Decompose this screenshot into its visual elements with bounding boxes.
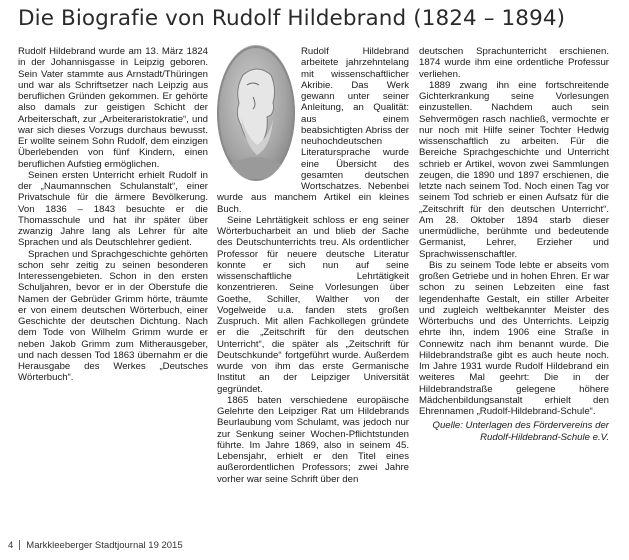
page-number: 4 bbox=[8, 540, 14, 551]
paragraph: 1889 zwang ihn eine fortschreitende Gichterkrankung seine Vorlesungen einzustellen. Nachdem auch sein Sehvermögen rasch nachließ, vermochte er nur noch mit Hilfe seiner Tochter Hedwig wissenschaftlich zu arbeiten. Für die Bereiche Sprachgeschichte und Unterricht schrieb er Artikel, wovon zwei Sammlungen zeugen, die 1890 und 1897 erschienen, die letzte nach seinem Tod. Noch einen Tag vor seinem Tod schrieb er einen Aufsatz für die „Zeitschrift für den deutschen Unterricht“. Am 28. Oktober 1894 starb dieser unermüdliche, berühmte und bedeutende Germanist, Lehrer, Erzieher und Sprachwissenschaftler. bbox=[419, 79, 609, 260]
paragraph: deutschen Sprachunterricht erschienen. 1874 wurde ihm eine ordentliche Professur verliehen. bbox=[419, 46, 609, 80]
column-2 bbox=[217, 46, 409, 516]
paragraph: Rudolf Hildebrand wurde am 13. März 1824 in der Johannisgasse in Leipzig geboren. Sein Vater stammte aus Arnstadt/Thüringen und war als Schriftsetzer nach Leipzig aus beruflichen Gründen gekommen. Er gehörte also damals zur geistigen Schicht der Arbeiterschaft, zur „Arbeiteraristokratie“, und war sich dieses Vorzugs durchaus bewusst. Er wollte seinem Sohn Rudolf, dem einzigen Überlebenden von fünf Kindern, einen beruflichen Aufstieg ermöglichen. bbox=[18, 46, 208, 170]
portrait-relief-icon bbox=[217, 45, 295, 181]
publication-name: Markkleeberger Stadtjournal bbox=[26, 540, 146, 551]
issue-number: 19 2015 bbox=[148, 540, 183, 551]
article-title: Die Biografie von Rudolf Hildebrand (1824 – 1894) bbox=[18, 6, 566, 31]
page-footer bbox=[8, 540, 183, 551]
paragraph: Sprachen und Sprachgeschichte gehörten schon sehr zeitig zu seinen besonderen Interessengebieten. Schon in den ersten Schuljahren, bevor er in der Oberstufe die Namen der Gebrüder Grimm hörte, träumte er von einem deutschen Wörterbuch, einer Geschichte der deutschen Dichtung. Nach dem Tode von Wilhelm Grimm wurde er neben Jakob Grimm zum Mitherausgeber, und nach dessen Tod 1863 übernahm er die Herausgabe des Werkes „Deutsches Wörterbuch“. bbox=[18, 248, 208, 384]
paragraph: 1865 baten verschiedene europäische Gelehrte den Leipziger Rat um Hildebrands Beurlaubung vom Schulamt, was jedoch nur zur Senkung seiner Wochen-Pflichtstunden führte. Im Jahre 1869, also in seinem 45. Lebensjahr, erhielt er den Titel eines außerordentlichen Professors; zwei Jahre vorher war seine Schrift über den bbox=[217, 394, 409, 485]
paragraph: Seine Lehrtätigkeit schloss er eng seiner Wörterbucharbeit an und blieb der Sache des Deutschunterrichts treu. Als ordentlicher Professor für neuere deutsche Literatur konnte er sich nun auf seine wissenschaftliche Lehrtätigkeit konzentrieren. Seine Vorlesungen über Goethe, Schiller, Walther von der Vogelweide u.a. fanden stets großen Zuspruch. Mit allen Fachkollegen gründete er die „Zeitschrift für den deutschen Unterricht“, die später als „Zeitschrift für Deutschkunde“ fortgeführt wurde. Außerdem wurde von ihm das erste Germanische Institut an der Leipziger Universität gegründet. bbox=[217, 214, 409, 395]
footer-divider bbox=[19, 540, 20, 550]
paragraph: Rudolf Hildebrand arbeitete jahrzehntelang mit wissenschaftlicher Akribie. Das Werk gewann unter seiner Anleitung, an Qualität: aus einem beabsichtigten Abriss der neuhochdeutschen Literatursprache wurde eine Übersicht des gesamten deutschen Wortschatzes. Nebenbei wurde aus manchem Artikel ein kleines Buch. bbox=[217, 46, 409, 215]
paragraph: Bis zu seinem Tode lebte er abseits vom großen Getriebe und in hohen Ehren. Er war schon zu seinen Lebzeiten eine fast legendenhafte Gestalt, ein stiller Arbeiter und zugleich weltbekannter Meister des Wörterbuchs und des Unterrichts. Leipzig ehrte ihn, indem 1906 eine Straße in Connewitz nach ihm benannt wurde. Die Hildebrandstraße gibt es auch heute noch. Im Jahre 1931 wurde Rudolf Hildebrand ein weiteres Mal geehrt: Die in der Hildebrandstraße gelegene höhere Mädchenbildungsanstalt erhielt den Ehrennamen „Rudolf-Hildebrand-Schule“. bbox=[419, 259, 609, 417]
paragraph: Seinen ersten Unterricht erhielt Rudolf in der „Naumannschen Schulanstalt“, einer Privatschule für die ärmere Bevölkerung. Von 1836 – 1843 besuchte er die Thomasschule und hat ihr später über zwanzig Jahre lang als Lehrer für alte Sprachen und als Deutschlehrer gedient. bbox=[18, 169, 208, 249]
column-3 bbox=[419, 46, 609, 516]
source-credit: Quelle: Unterlagen des Fördervereins der Rudolf-Hildebrand-Schule e.V. bbox=[432, 420, 609, 443]
column-1 bbox=[18, 46, 208, 516]
